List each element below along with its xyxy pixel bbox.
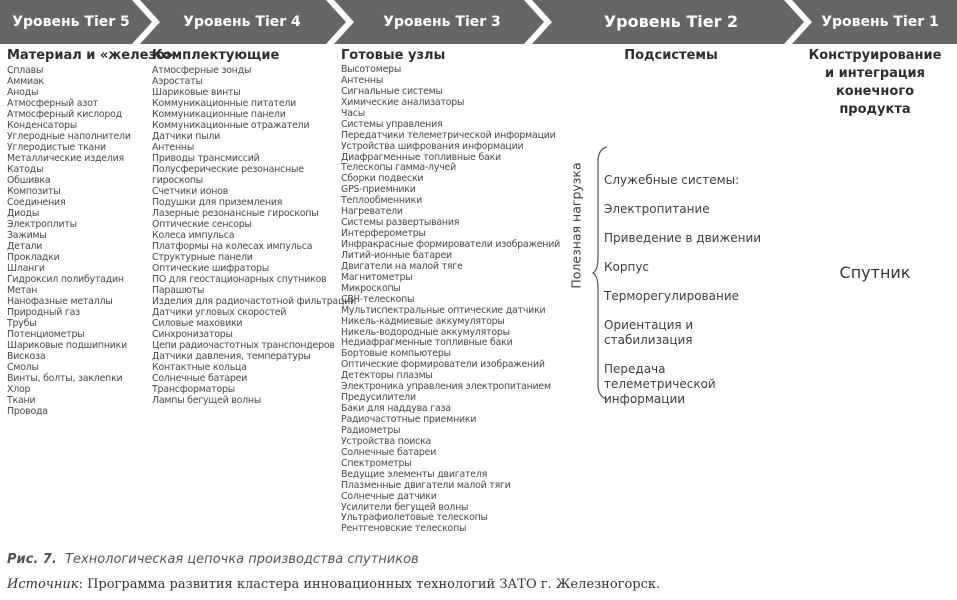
list-item: Детали [7,241,43,252]
list-item: Телескопы гамма-лучей [341,162,457,174]
list-item: Силовые маховики [152,318,243,329]
list-item: Датчики угловых скоростей [152,307,287,318]
figure-source [7,577,660,592]
list-item: Диафрагменные топливные баки [341,151,501,163]
list-item: Метан [7,285,38,296]
subsystem-item: Передача телеметрической информации [604,362,716,406]
list-item: Колеса импульса [152,230,235,241]
tier3-heading: Готовые узлы [341,48,446,63]
list-item: Парашюты [152,285,205,296]
caption-text: Технологическая цепочка производства спутников [65,552,419,567]
tier1-label: Уровень Tier 1 [821,14,939,30]
list-item: Подушки для приземления [152,197,283,208]
list-item: Сплавы [7,65,44,76]
list-item: Коммуникационные панели [152,109,286,120]
list-item: Бортовые компьютеры [341,348,451,360]
list-item: Синхронизаторы [152,329,233,340]
subsystem-item: Приведение в движении [604,231,762,245]
list-item: Атмосферный кислород [7,109,122,120]
list-item: Датчики давления, температуры [152,351,311,362]
list-item: Высотомеры [341,64,402,75]
list-item: Атмосферный азот [7,98,98,109]
list-item: Усилители бегущей волны [341,501,469,513]
tier5-item-list [7,65,131,417]
list-item: Приводы трансмиссий [152,153,260,164]
list-item: GPS-приемники [341,184,416,196]
list-item: Двигатели на малой тяге [341,260,463,272]
list-item: Датчики пыли [152,131,221,142]
tier1-heading-line3: конечного продукта [835,84,915,117]
list-item: Предусилители [341,392,416,404]
list-item: Радиометры [341,424,401,436]
tier4-item-list [152,65,356,406]
list-item: Счетчики ионов [152,186,229,197]
list-item: Солнечные батареи [341,446,437,458]
tier1-heading-line1: Конструирование [808,48,942,63]
list-item: Контактные кольца [152,362,247,373]
list-item: Изделия для радиочастотной фильтрации [152,296,357,307]
list-item: Углеродные наполнители [7,131,131,142]
list-item: Провода [7,406,48,417]
list-item: Баки для наддува газа [341,403,451,415]
list-item: Аэростаты [152,76,203,87]
list-item: Композиты [7,186,61,197]
list-item: Полусферические резонансные [152,164,304,175]
subsystem-item: Терморегулирование [604,289,740,303]
list-item: Плазменные двигатели малой тяги [341,479,511,491]
list-item: Конденсаторы [7,120,77,131]
list-item: Гидроксил полибутадин [7,274,124,285]
subsystem-list [604,173,774,421]
list-item: Лазерные резонансные гироскопы [152,208,319,219]
subsystem-item: Служебные системы: [604,173,740,187]
list-item: Электроплиты [7,219,77,230]
list-item: Инфракрасные формирователи изображений [341,239,560,250]
list-item: Ткани [7,395,36,406]
list-item: Шариковые подшипники [7,340,128,351]
list-item: Обшивка [7,175,51,186]
list-item: Никель-водородные аккумуляторы [341,326,510,338]
list-item: Аноды [7,87,39,98]
list-item: Винты, болты, заклепки [7,373,123,384]
list-item: Антенны [152,142,195,153]
tier2-heading: Подсистемы [624,48,718,63]
tier4-heading: Комплектующие [152,48,280,63]
list-item: Потенциометры [7,329,85,340]
list-item: Трансформаторы [152,384,235,395]
list-item: Литий-ионные батареи [341,249,452,261]
tier3-item-list [341,65,560,535]
list-item: Сборки подвески [341,173,424,185]
list-item: Соединения [7,197,66,208]
source-label: Источник [7,577,79,592]
list-item: Структурные панели [152,252,253,263]
list-item: Радиочастотные приемники [341,414,477,425]
list-item: Платформы на колесах импульса [152,241,313,252]
list-item: Интерферометры [341,228,426,240]
caption-label: Рис. 7. [7,552,57,567]
list-item: Мультиспектральные оптические датчики [341,304,546,316]
source-text: : Программа развития кластера инновационных технологий ЗАТО г. Железногорск. [78,577,661,592]
list-item: Нанофазные металлы [7,296,113,307]
figure-caption [7,552,419,567]
list-item: Системы развертывания [341,217,460,229]
list-item: Магнитометры [341,271,413,283]
list-item: Оптические формирователи изображений [341,359,545,371]
list-item: Углеродистые ткани [7,142,106,153]
list-item: Трубы [7,318,37,329]
list-item: Солнечные датчики [341,490,437,502]
list-item: Детекторы плазмы [341,370,433,382]
tier1-heading-line2: и интеграция [824,66,926,81]
list-item: Катоды [7,164,44,175]
list-item: Устройства поиска [341,435,432,447]
list-item: Аммиак [7,76,44,87]
list-item: Шланги [7,263,45,274]
list-item: Нагреватели [341,206,403,218]
list-item: Теплообменники [341,195,423,207]
payload-label: Полезная нагрузка [568,162,584,289]
subsystem-item: Ориентация и стабилизация [604,318,694,347]
list-item: Диоды [7,208,40,219]
final-product: Спутник [839,263,911,282]
tier3-label: Уровень Tier 3 [383,14,501,30]
list-item: Цепи радиочастотных транспондеров [152,340,335,351]
list-item: Оптические шифраторы [152,263,269,274]
list-item: Часы [341,107,365,119]
subsystem-item: Корпус [604,260,650,274]
list-item: Рентгеновские телескопы [341,523,467,535]
list-item: Сигнальные системы [341,85,443,97]
list-item: Металлические изделия [7,153,124,164]
tier1-heading [800,47,950,119]
list-item: Микроскопы [341,282,401,294]
list-item: Спектрометры [341,457,412,469]
list-item: Ультрафиолетовые телескопы [341,512,488,524]
list-item: Солнечные батареи [152,373,248,384]
list-item: Хлор [7,384,31,395]
list-item: Природный газ [7,307,80,318]
list-item: Вискоза [7,351,46,362]
list-item: Никель-кадмиевые аккумуляторы [341,315,505,327]
list-item: Системы управления [341,118,443,130]
list-item: Передатчики телеметрической информации [341,129,556,141]
list-item: Электроника управления электропитанием [341,381,551,393]
list-item: Коммуникационные питатели [152,98,297,109]
list-item: Ведущие элементы двигателя [341,468,488,480]
list-item: Недиафрагменные топливные баки [341,337,513,349]
list-item: Шариковые винты [152,87,241,98]
list-item: Коммуникационные отражатели [152,120,310,131]
list-item: Химические анализаторы [341,96,465,108]
list-item: ПО для геостационарных спутников [152,274,327,285]
list-item: Смолы [7,362,39,373]
list-item: Антенны [341,74,384,86]
list-item: Лампы бегущей волны [152,395,262,406]
list-item: Прокладки [7,252,60,263]
list-item: Атмосферные зонды [152,65,252,76]
list-item: Зажимы [7,230,47,241]
list-item: СВЧ-телескопы [341,293,415,305]
list-item: Устройства шифрования информации [341,140,524,152]
subsystem-item: Электропитание [604,202,710,216]
tier5-heading: Материал и «железо» [7,48,174,63]
list-item: Оптические сенсоры [152,219,252,230]
tier5-label: Уровень Tier 5 [12,14,130,30]
list-item: гироскопы [152,175,203,186]
tier2-label: Уровень Tier 2 [603,12,739,31]
tier4-label: Уровень Tier 4 [183,14,301,30]
